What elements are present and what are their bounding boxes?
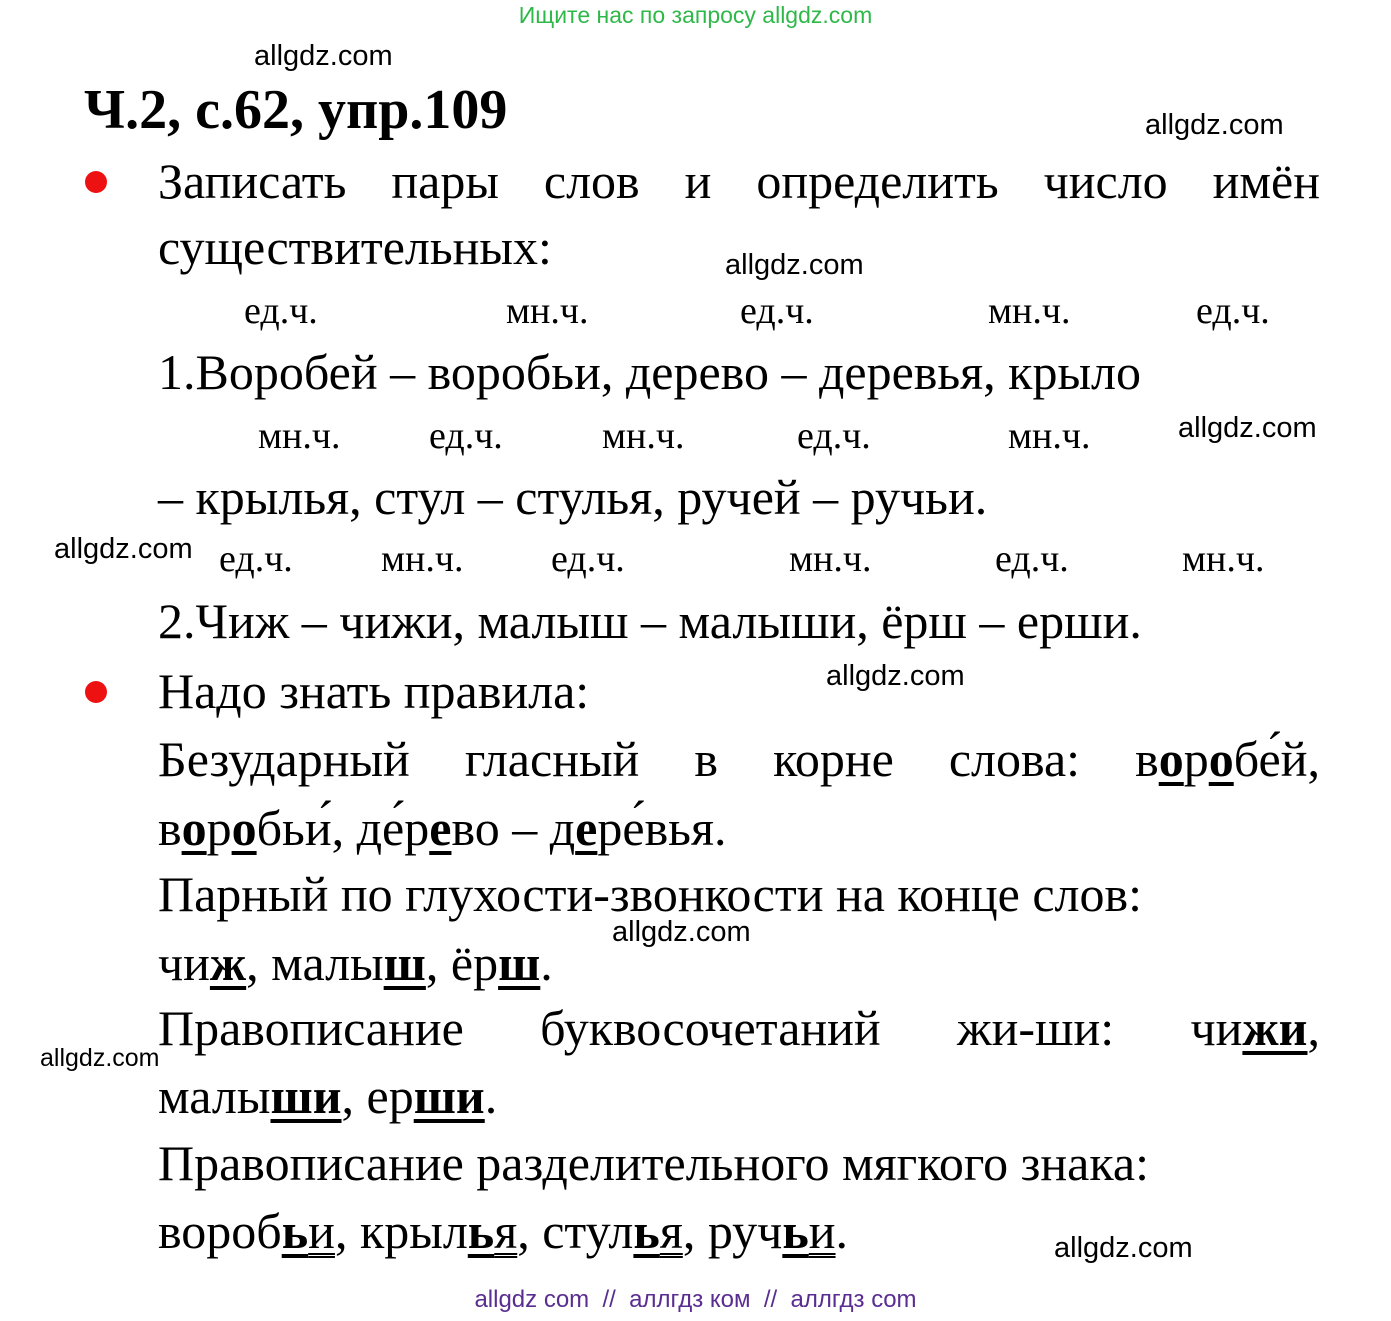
word-pairs-line-3: 2.Чиж – чижи, малыш – малыши, ёрш – ерши. [158,593,1142,649]
task-word: определить [756,153,999,209]
task-word: слов [543,153,640,209]
rule-2-example-line: чиж, малыш, ёрш. [158,935,553,991]
task-word: число [1043,153,1168,209]
rule-word: Правописание [158,1000,464,1056]
number-label: мн.ч. [1008,415,1091,457]
task-line-1 [158,152,1320,210]
rule-3-line [158,999,1320,1057]
watermark: allgdz.com [1145,109,1284,141]
rule-word: буквосочетаний [540,1000,881,1056]
watermark: allgdz.com [826,660,965,692]
number-label: ед.ч. [740,290,814,332]
rule-1-line [158,730,1320,788]
watermark: allgdz.com [54,533,193,565]
watermark: allgdz.com [1178,412,1317,444]
rule-word: гласный [464,731,640,787]
number-label: ед.ч. [244,290,318,332]
number-label: ед.ч. [429,415,503,457]
word-pairs-line-1: 1.Воробей – воробьи, дерево – деревья, крыло [158,344,1142,400]
number-label: мн.ч. [506,290,589,332]
bullet-icon [85,171,107,193]
watermark: allgdz.com [254,40,393,72]
rule-1-example-line: воробьи́, де́рево – дере́вья. [158,800,727,856]
number-label: мн.ч. [258,415,341,457]
rule-word: в [694,731,718,787]
rule-1-example: воробе́й, [1135,731,1320,787]
number-label: ед.ч. [797,415,871,457]
number-label: ед.ч. [219,538,293,580]
rule-word: корне [773,731,894,787]
rule-word: жи-ши: [957,1000,1115,1056]
word-pairs-line-2: – крылья, стул – стулья, ручей – ручьи. [158,469,988,525]
rule-2-line: Парный по глухости-звонкости на конце слов: [158,866,1143,922]
rule-word: слова: [948,731,1081,787]
watermark: allgdz.com [725,249,864,281]
rule-3-example: чижи, [1190,1000,1320,1056]
task-word: и [684,153,712,209]
number-label: ед.ч. [1196,290,1270,332]
watermark: allgdz.com [1054,1232,1193,1264]
number-label: мн.ч. [381,538,464,580]
rule-4-example-line: воробьи, крылья, стулья, ручьи. [158,1203,849,1259]
number-label: ед.ч. [995,538,1069,580]
rules-heading: Надо знать правила: [158,663,590,719]
watermark: allgdz.com [40,1044,160,1072]
number-label: ед.ч. [551,538,625,580]
task-word: Записать [158,153,347,209]
task-word: пары [391,153,499,209]
number-label: мн.ч. [988,290,1071,332]
number-label: мн.ч. [602,415,685,457]
bullet-icon [85,681,107,703]
number-label: мн.ч. [789,538,872,580]
task-word: имён [1212,153,1320,209]
rule-4-line: Правописание разделительного мягкого знака: [158,1135,1149,1191]
top-banner: Ищите нас по запросу allgdz.com [518,2,873,28]
exercise-title: Ч.2, с.62, упр.109 [84,79,508,141]
rule-word: Безударный [158,731,410,787]
number-label: мн.ч. [1182,538,1265,580]
watermark: allgdz.com [612,916,751,948]
footer-links: allgdz com // аллгдз ком // аллгдз com [474,1286,917,1313]
rule-3-example-line: малыши, ерши. [158,1068,498,1124]
task-line-2: существительных: [158,219,552,275]
